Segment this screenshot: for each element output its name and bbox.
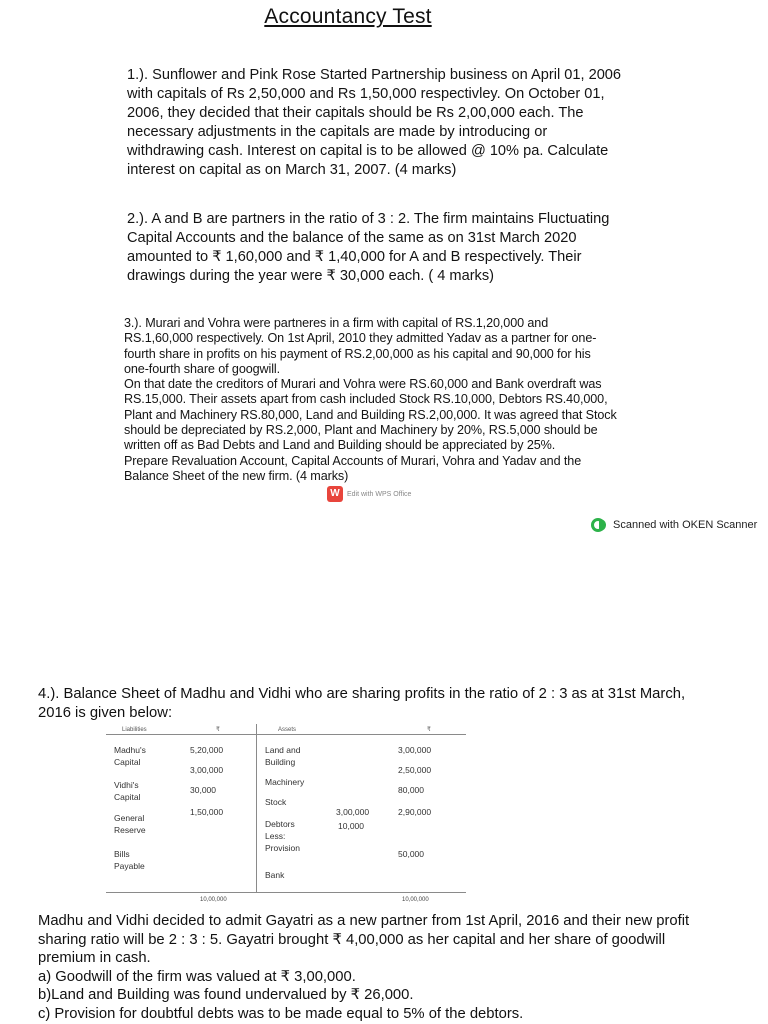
bs-header-amount-right: ₹ xyxy=(427,727,431,733)
bs-liability-label: Bills Payable xyxy=(114,849,145,871)
bs-asset-amount: 3,00,000 xyxy=(398,745,432,755)
bs-liability-label: Vidhi's Capital xyxy=(114,780,141,802)
wps-watermark xyxy=(327,486,411,502)
scanner-text: Scanned with OKEN Scanner xyxy=(613,519,758,531)
bs-asset-amount: 50,000 xyxy=(398,849,424,859)
balance-sheet-table xyxy=(106,724,466,904)
bs-asset-label: Machinery xyxy=(265,777,305,787)
bs-total-rule xyxy=(106,892,466,893)
scanner-watermark xyxy=(591,518,757,532)
bs-liability-amount: 3,00,000 xyxy=(190,765,224,775)
bs-asset-subamount: 10,000 xyxy=(338,821,364,831)
wps-text: Edit with WPS Office xyxy=(347,490,412,498)
question-2: 2.). A and B are partners in the ratio of 3 : 2. The firm maintains Fluctuating Capital Accounts and the balance of the same as on 31st March 2020 amounted to ₹ 1,60,000 and ₹ 1,40,000 for A and B respectively. Their drawings during the year were ₹ 30,000 each. ( 4 marks) xyxy=(127,211,610,284)
bs-asset-amount: 80,000 xyxy=(398,785,424,795)
bs-total-left: 10,00,000 xyxy=(200,897,227,903)
bs-liability-amount: 5,20,000 xyxy=(190,745,224,755)
bs-asset-amount: 2,90,000 xyxy=(398,807,432,817)
bs-liability-amount: 30,000 xyxy=(190,785,216,795)
page-title: Accountancy Test xyxy=(264,5,432,28)
bs-center-rule xyxy=(256,724,257,892)
bs-asset-label: Bank xyxy=(265,870,285,880)
wps-icon: W xyxy=(327,486,343,502)
bs-asset-amount: 2,50,000 xyxy=(398,765,432,775)
bs-asset-subamount: 3,00,000 xyxy=(336,807,370,817)
question-4-body: Madhu and Vidhi decided to admit Gayatri as a new partner from 1st April, 2016 and their new profit sharing ratio will be 2 : 3 : 5. Gayatri brought ₹ 4,00,000 as her capital and her share of goodwill premium in cash. a) Goodwill of the firm was valued at ₹ 3,00,000. b)Land and Building was found undervalued by ₹ 26,000. c) Provision for doubtful debts was to be made equal to 5% of the debtors. xyxy=(38,913,690,1022)
bs-liability-label: General Reserve xyxy=(114,813,146,835)
question-3: 3.). Murari and Vohra were partneres in a firm with capital of RS.1,20,000 and RS.1,60,000 respectively. On 1st April, 2010 they admitted Yadav as a partner for one- fourth share in profits on his payment of RS.2,00,000 as his capital and 90,000 for his one-fourth share of googwill. On that date the creditors of Murari and Vohra were RS.60,000 and Bank overdraft was RS.15,000. Their assets apart from cash included Stock RS.10,000, Debtors RS.40,000, Plant and Machinery RS.80,000, Land and Building RS.2,00,000. It was agreed that Stock should be depreciated by RS.2,000, Plant and Machinery by 20%, RS.5,000 should be written off as Bad Debts and Land and Building should be appreciated by 25%. Prepare Revaluation Account, Capital Accounts of Murari, Vohra and Yadav and the Balance Sheet of the new firm. (4 marks) xyxy=(124,316,617,483)
bs-asset-label: Stock xyxy=(265,797,287,807)
bs-total-right: 10,00,000 xyxy=(402,897,429,903)
question-1: 1.). Sunflower and Pink Rose Started Partnership business on April 01, 2006 with capitals of Rs 2,50,000 and Rs 1,50,000 respectivley. On October 01, 2006, they decided that their capitals should be Rs 2,00,000 each. The necessary adjustments in the capitals are made by introducing or withdrawing cash. Interest on capital is to be allowed @ 10% pa. Calculate interest on capital as on March 31, 2007. (4 marks) xyxy=(127,67,622,178)
bs-header-rule xyxy=(106,734,466,735)
bs-header-amount-left: ₹ xyxy=(216,727,220,733)
bs-liability-label: Madhu's Capital xyxy=(114,745,146,767)
bs-header-assets: Assets xyxy=(278,727,297,733)
question-4-intro: 4.). Balance Sheet of Madhu and Vidhi who are sharing profits in the ratio of 2 : 3 as at 31st March, 2016 is given below: xyxy=(38,686,686,721)
bs-liability-amount: 1,50,000 xyxy=(190,807,224,817)
scanner-logo-icon xyxy=(591,518,605,532)
bs-asset-label: Land and Building xyxy=(265,745,301,767)
bs-header-liabilities: Liabilities xyxy=(122,727,147,733)
bs-asset-label: Debtors Less: Provision xyxy=(265,819,300,853)
